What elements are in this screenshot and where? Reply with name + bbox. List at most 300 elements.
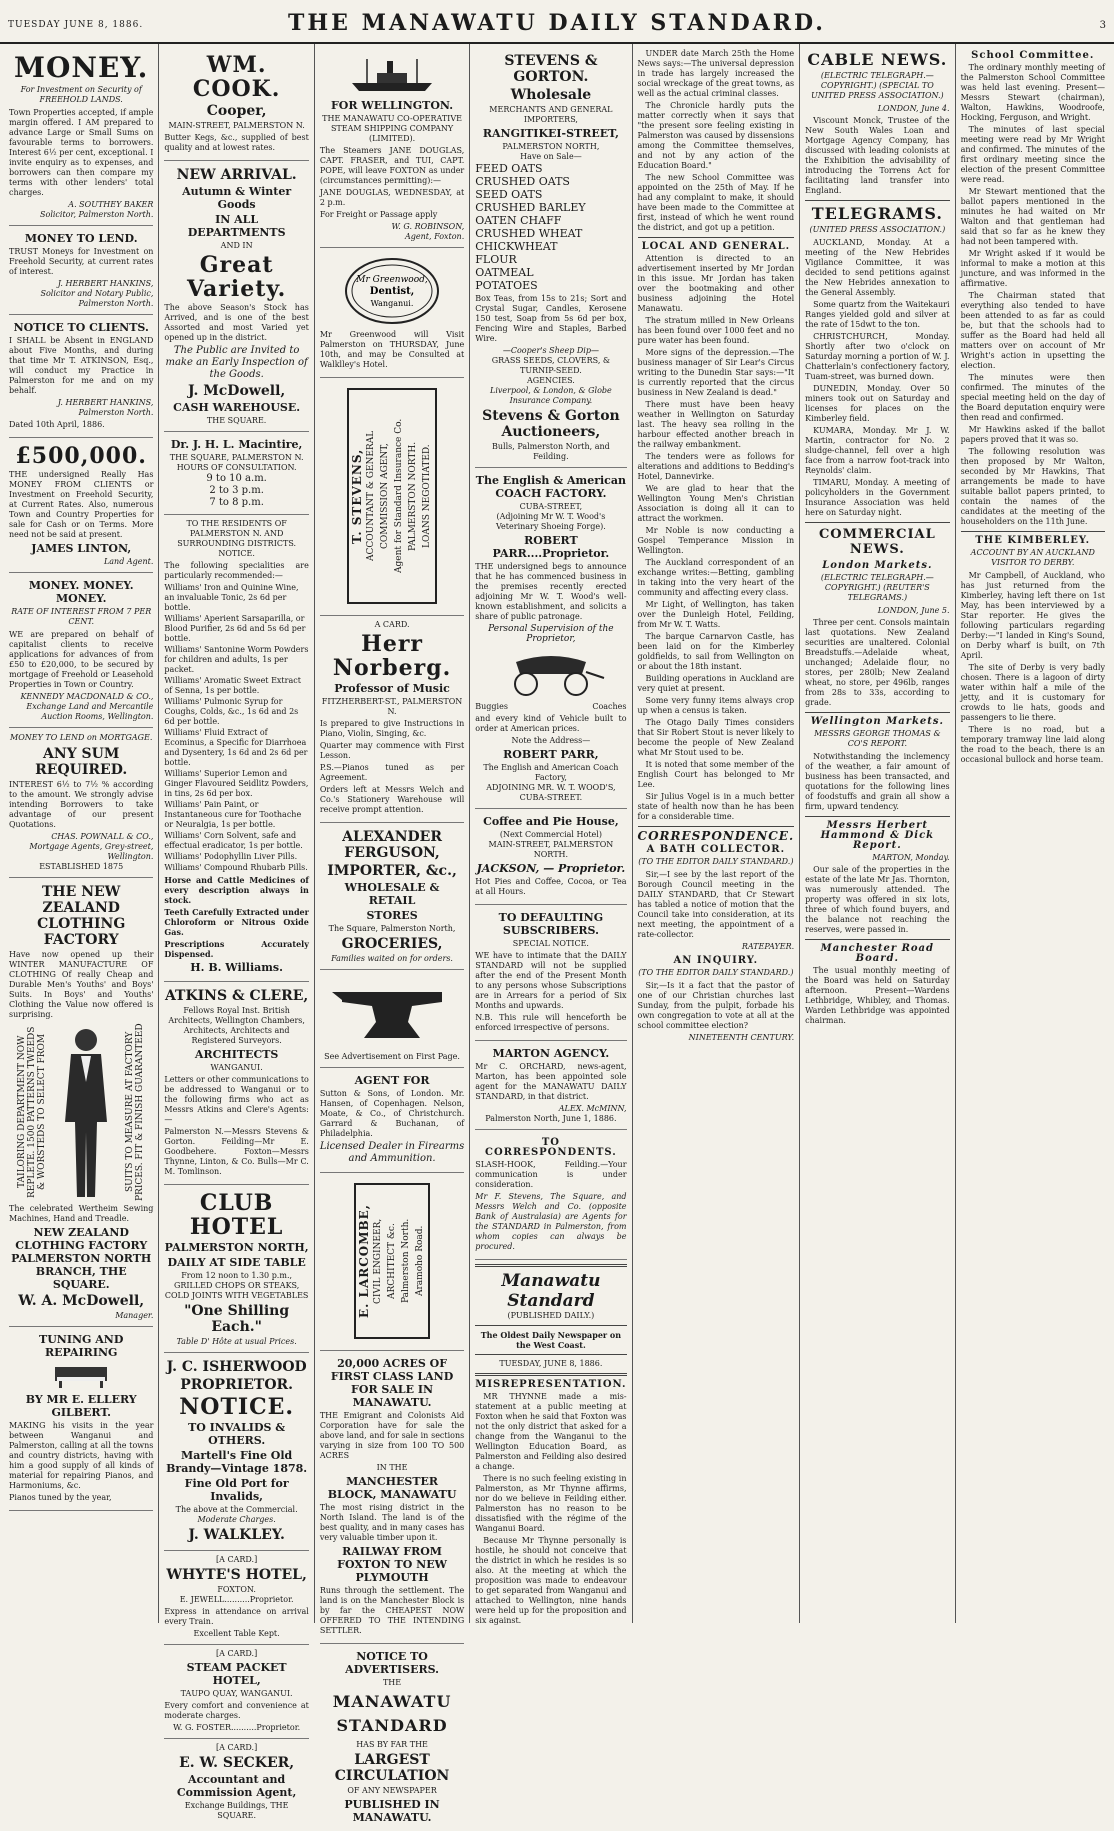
money-to-lend-body: TRUST Moneys for Investment on Freehold Security, at current rates of interest. xyxy=(9,247,154,276)
money-ad xyxy=(9,47,153,226)
defaulting-nb: N.B. This rule will henceforth be enforced irrespective of persons. xyxy=(475,1013,627,1032)
telegram-item: TIMARU, Monday. A meeting of policyholders in the Government Insurance Association was held here on Saturday night. xyxy=(805,478,950,517)
secker-place: Exchange Buildings, THE SQUARE. xyxy=(184,1801,289,1820)
marton-signer: ALEX. McMINN, xyxy=(558,1104,627,1113)
local-item: The barque Carnarvon Castle, has been laid on for the Kimberley goldfields, to sail from Wellington on or about the 18th instant. xyxy=(637,632,795,671)
cook-trade: Cooper, xyxy=(206,103,267,119)
tuning-foot: Pianos tuned by the year, xyxy=(9,1493,112,1502)
wellington-company: THE MANAWATU CO-OPERATIVE STEAM SHIPPING COMPANY xyxy=(322,114,462,133)
stevens-wholesale: Wholesale xyxy=(510,87,592,103)
correspondence-body2: Sir,—Is it a fact that the pastor of one of our Christian churches last Sunday, from the pulpit, forbade his own congregation to vote at all at the school committee election? xyxy=(637,981,795,1030)
anvil-caption: See Advertisement on First Page. xyxy=(324,1052,460,1061)
cook-address: MAIN-STREET, PALMERSTON N. xyxy=(168,121,305,130)
cook-name: WM. COOK. xyxy=(192,52,281,102)
money-money-sub: RATE OF INTEREST FROM 7 PER CENT. xyxy=(11,607,152,626)
greenwood-ad xyxy=(320,248,464,378)
local-title: LOCAL AND GENERAL. xyxy=(641,241,791,252)
coach-near: (Adjoining Mr W. T. Wood's Veterinary Shoeing Forge). xyxy=(496,512,606,531)
stevens-have: Have on Sale— xyxy=(520,152,582,161)
money-signer-role: Solicitor, Palmerston North. xyxy=(40,210,154,219)
correspondents-title: TO CORRESPONDENTS. xyxy=(485,1137,617,1158)
whyte-name: WHYTE'S HOTEL, xyxy=(166,1567,307,1583)
school-committee-p6: The minutes were then confirmed. The minutes of the special meeting held on the day of the Board deputation enquiry were then read and confirmed. xyxy=(960,373,1105,422)
macintire-place: THE SQUARE, PALMERSTON N. xyxy=(169,453,304,462)
wellington-limited: (LIMITED). xyxy=(368,134,416,143)
coach-foot: and every kind of Vehicle built to order at American prices. xyxy=(475,714,627,733)
marton-body: Mr C. ORCHARD, news-agent, Marton, has been appointed sole agent for the MANAWATU DAILY STANDARD, in that district. xyxy=(475,1062,627,1101)
new-arrival-invite: The Public are Invited to make an Early Inspection of the Goods. xyxy=(165,345,308,380)
manchester-road-body: The usual monthly meeting of the Board was held on Saturday afternoon. Present—Wardens Lethbridge, Whibley, and Thomas. Warden Lethbridge was appointed chairman. xyxy=(805,966,950,1025)
hammond-place: MARTON, Monday. xyxy=(872,853,950,862)
stevens-auct-place: Bulls, Palmerston North, and Feilding. xyxy=(491,442,610,461)
greenwood-badge-line1: Mr Greenwood, xyxy=(356,275,428,285)
anvil-icon xyxy=(332,978,452,1048)
secker-card: [A CARD.] xyxy=(216,1743,258,1752)
stevens-good: CHICKWHEAT xyxy=(475,240,558,253)
greenwood-badge-line2: Dentist, xyxy=(369,286,415,297)
school-committee-p1: The ordinary monthly meeting of the Palmerston School Committee was held last evening. Present—Messrs Stewart (chairman), Walton, Hawkins, Woodroofe, Hocking, Ferguson, and Wright. xyxy=(960,63,1105,122)
williams-item: Williams' Superior Lemon and Ginger Flavoured Seidlitz Powders, in tins, 2s 6d per box. xyxy=(164,769,309,798)
money-money-body: WE are prepared on behalf of capitalist clients to receive applications for advances of from £50 to £20,000, to be secured by mortgage of Freehold or Leasehold Properties in Town or Country. xyxy=(9,630,154,689)
wellington-agent: W. G. ROBINSON, xyxy=(391,222,465,231)
larcombe-line: CIVIL ENGINEER, xyxy=(373,1218,384,1304)
coach-street: CUBA-STREET, xyxy=(519,502,583,511)
land-sale-railway: RAILWAY FROM FOXTON TO NEW PLYMOUTH xyxy=(337,1545,447,1584)
card-vertical-line: LOANS NEGOTIATED. xyxy=(422,444,433,548)
stevens-good: POTATOES xyxy=(475,279,538,292)
school-committee-p3: Mr Stewart mentioned that the ballot papers mentioned in the minutes he had waited on Mr Walton and that gentleman had said that so far as he knew they had not been tampered with. xyxy=(960,187,1105,246)
ferguson-stores: STORES xyxy=(366,909,418,922)
correspondence-sign1: RATEPAYER. xyxy=(741,942,795,951)
defaulting-body: WE have to intimate that the DAILY STANDARD will not be supplied after the end of the Present Month to any persons whose Subscriptions are in Arrears for a period of Six Months and upwards. xyxy=(475,951,627,1010)
local-item: There must have been heavy weather in Wellington on Saturday last. The heavy sea rolling in the harbour effected another breach in the railway embankment. xyxy=(637,400,795,449)
isherwood-ad xyxy=(164,1353,308,1551)
kimberley-sub: ACCOUNT BY AN AUCKLAND VISITOR TO DERBY. xyxy=(970,548,1095,567)
club-title: CLUB HOTEL xyxy=(189,1190,284,1240)
coach-buggies: Buggies xyxy=(475,702,508,711)
club-hotel-ad xyxy=(164,1185,308,1353)
clothing-tail: The celebrated Wertheim Sewing Machines, Hand and Treadle. xyxy=(9,1204,154,1223)
williams-ad xyxy=(164,515,308,982)
correspondence-sign2: NINETEENTH CENTURY. xyxy=(688,1033,795,1042)
columns xyxy=(4,44,1110,1824)
larcombe-line: Aramoho Road. xyxy=(415,1225,426,1297)
stevens-auctioneers: Stevens & Gorton Auctioneers, xyxy=(482,408,620,440)
stevens-sheep: —Cooper's Sheep Dip— xyxy=(502,346,599,355)
money-to-lend-signer: J. HERBERT HANKINS, xyxy=(57,279,154,288)
steam-packet-name: STEAM PACKET HOTEL, xyxy=(186,1661,287,1687)
money-title: MONEY. xyxy=(13,51,149,84)
money-signer: A. SOUTHEY BAKER xyxy=(68,200,154,209)
coffee-body: Hot Pies and Coffee, Cocoa, or Tea at all Hours. xyxy=(475,877,627,896)
agents-note: Mr F. Stevens, The Square, and Messrs Welch and Co. (opposite Bank of Australasia) are Agents for the STANDARD in Palmerston, from whom copies can always be procured. xyxy=(475,1192,627,1251)
kimberley-p3: There is no road, but a temporary tramway line laid along the road to the beach, there is an occasional bullock and horse team. xyxy=(960,725,1105,764)
coach-addr-name: ROBERT PARR, xyxy=(503,748,599,761)
any-sum-est: ESTABLISHED 1875 xyxy=(39,862,124,871)
paper-date: TUESDAY, JUNE 8, 1886. xyxy=(499,1359,603,1368)
advertisers-the: THE xyxy=(382,1678,402,1687)
defaulting-ad xyxy=(475,905,626,1041)
clothing-title: THE NEW ZEALAND CLOTHING FACTORY xyxy=(37,884,126,948)
defaulting-special: SPECIAL NOTICE. xyxy=(512,939,589,948)
card-vertical-line: COMMISSION AGENT, xyxy=(380,443,391,549)
ferguson-role: IMPORTER, &c., xyxy=(327,863,457,879)
new-arrival-body: The above Season's Stock has Arrived, and is one of the best Assorted and most Varied yet opened up in the district. xyxy=(164,303,309,342)
ferguson-ad xyxy=(320,823,464,970)
steam-packet-place: TAUPO QUAY, WANGANUI. xyxy=(180,1689,293,1698)
money-body: Town Properties accepted, if ample margin offered. I AM prepared to advance Large or Small Sums on favourable terms to borrowers. Interest 6½ per cent, exceptional. I invite enquiry as to expenses, and borrowers can then compare my terms with other lenders' total charges. xyxy=(9,108,154,197)
williams-item: Williams' Iron and Quinine Wine, an invaluable Tonic, 2s 6d per bottle. xyxy=(164,583,299,612)
telegram-item: KUMARA, Monday. Mr J. W. Martin, contractor for No. 2 sludge-channel, fell over a high face from a narrow foot-track into Reynolds' claim. xyxy=(805,426,950,475)
leader-title: MISREPRESENTATION. xyxy=(475,1379,627,1390)
wellington-markets-firm: MESSRS GEORGE THOMAS & CO'S REPORT. xyxy=(814,729,941,748)
cable-body: Viscount Monck, Trustee of the New South Wales Loan and Mortgage Agency Company, has discussed with leading colonists at the Exhibition the advisability of introducing the Torrens Act for facilitating land transfer into England. xyxy=(805,116,950,195)
coach-title: The English & American COACH FACTORY. xyxy=(475,474,626,500)
isherwood-to: TO INVALIDS & OTHERS. xyxy=(188,1421,286,1447)
correspondents-ad xyxy=(475,1130,626,1260)
land-sale-ad xyxy=(320,1351,464,1644)
steam-packet-prop: W. G. FOSTER..........Proprietor. xyxy=(173,1723,301,1732)
agent-body: Sutton & Sons, of London. Mr. Hansen, of Copenhagen. Nelson, Moate, & Co., of Christchurch. Garrard & Buchanan, of Philadelphia. xyxy=(319,1089,465,1138)
tuning-body: MAKING his visits in the year between Wanganui and Palmerston, calling at all the towns and country districts, having with him a good supply of all kinds of material for repairing Pianos, and Harmoniums, &c. xyxy=(9,1421,154,1490)
leader-p3: Because Mr Thynne personally is hostile, he should not conceive that the district in which he resides is so also. At the meeting at which the proposition was made to endeavour to get separated from Wanganui and attached to Wellington, nine hands were held up for the proposition and six against. xyxy=(475,1536,627,1625)
defaulting-title: TO DEFAULTING SUBSCRIBERS. xyxy=(498,911,604,937)
col5-article xyxy=(638,49,795,1043)
macintire-ad xyxy=(164,432,308,515)
agent-ad xyxy=(320,1068,464,1173)
wellington-markets-body: Notwithstanding the inclemency of the weather, a fair amount of business has been transacted, and quotations for the following lines of foodstuffs and grain all show a firm, upward tendency. xyxy=(805,752,950,811)
wellington-title: FOR WELLINGTON. xyxy=(330,99,454,112)
cook-body: Butter Kegs, &c., supplied of best quality and at lowest rates. xyxy=(164,133,309,152)
macintire-hour-2: 2 to 3 p.m. xyxy=(209,485,264,496)
secker-ad xyxy=(164,1739,308,1826)
land-sale-in-the: IN THE xyxy=(376,1463,408,1472)
school-committee-p5: The Chairman stated that everything also tended to have been attended to as far as could be, but that the schools had to suffer as the Board had held all matters over on account of Mr Wright's action in upsetting the election. xyxy=(960,291,1105,370)
land-sale-title: 20,000 ACRES OF FIRST CLASS LAND FOR SALE IN MANAWATU. xyxy=(330,1357,454,1409)
tuning-ad xyxy=(9,1327,153,1511)
club-line: DAILY AT SIDE TABLE xyxy=(167,1256,306,1269)
isherwood-notice: NOTICE. xyxy=(179,1394,295,1420)
isherwood-signer: J. WALKLEY. xyxy=(188,1527,285,1543)
norberg-name: Herr Norberg. xyxy=(332,631,452,681)
land-sale-body: THE Emigrant and Colonists Aid Corporation have for sale the above land, and for sale in sections varying in size from 100 TO 500 ACRES xyxy=(319,1411,465,1460)
stevens-good: CRUSHED BARLEY xyxy=(475,201,586,214)
school-committee-p2: The minutes of last special meeting were read by Mr Wright and confirmed. The minutes of the first ordinary meeting since the election of the present Committee were read. xyxy=(960,125,1105,184)
five-hundred-amount: £500,000. xyxy=(15,443,147,469)
stevens-agencies: AGENCIES. xyxy=(526,376,575,385)
dentist-badge-icon xyxy=(342,256,442,326)
correspondence-body1: Sir,—I see by the last report of the Borough Council meeting in the DAILY STANDARD, that Cr Stewart has tabled a notice of motion that the Council take into consideration, at its next meeting, the appointment of a rate-collector. xyxy=(637,870,795,939)
advertisers-has: HAS BY FAR THE xyxy=(356,1740,428,1749)
norberg-card: A CARD. xyxy=(374,620,410,629)
williams-notice: NOTICE. xyxy=(218,549,255,558)
ferguson-groceries: GROCERIES, xyxy=(341,936,443,952)
cook-ad xyxy=(164,47,308,161)
anvil-ad xyxy=(320,970,464,1068)
local-item: Building operations in Auckland are very quiet at present. xyxy=(637,674,795,693)
any-sum-role: Mortgage Agents, Grey-street, Wellington. xyxy=(29,842,154,861)
commercial-sub: London Markets. xyxy=(822,560,933,571)
steam-packet-body: Every comfort and convenience at moderate charges. xyxy=(164,1701,309,1720)
notice-clients-dated: Dated 10th April, 1886. xyxy=(9,420,105,429)
macintire-hour-3: 7 to 8 p.m. xyxy=(209,497,264,508)
advertisers-paper: MANAWATU STANDARD xyxy=(332,1692,452,1735)
local-item: Attention is directed to an advertisement inserted by Mr Jordan in this issue. Mr Jordan has taken over the bootmaking and other business adjoining the Hotel Manawatu. xyxy=(637,254,795,313)
land-sale-body2: The most rising district in the North Island. The land is of the best quality, and in many cases has very valuable timber upon it. xyxy=(319,1503,465,1542)
isherwood-port: Fine Old Port for Invalids, xyxy=(184,1477,289,1503)
kimberley-p1: Mr Campbell, of Auckland, who has just returned from the Kimberley, having left there on 1st May, has been interviewed by a Star reporter. He gives the following particulars regarding Derby:—"I landed in King's Sound, on Derby wharf is built, on 7th April. xyxy=(960,571,1105,660)
advertisers-largest: LARGEST CIRCULATION xyxy=(334,1752,450,1784)
atkins-agents: Palmerston N.—Messrs Stevens & Gorton. Feilding—Mr E. Goodbehere. Foxton—Messrs Thynne, Linton, & Co. Bulls—Mr C. M. Tomlinson. xyxy=(164,1127,309,1176)
agent-title: AGENT FOR xyxy=(354,1074,430,1087)
cable-sub: (ELECTRIC TELEGRAPH.—COPYRIGHT.) (SPECIAL TO UNITED PRESS ASSOCIATION.) xyxy=(811,71,944,100)
steam-packet-ad xyxy=(164,1645,308,1739)
telegrams-title: TELEGRAMS. xyxy=(811,204,943,223)
page-number: 3 xyxy=(1099,20,1106,31)
telegram-item: Some quartz from the Waitekauri Ranges yielded gold and silver at the rate of 15dwt to the ton. xyxy=(805,300,950,329)
stevens-gorton-ad xyxy=(475,47,626,468)
stevens-good: FLOUR xyxy=(475,253,517,266)
paper-oldest: The Oldest Daily Newspaper on the West Coast. xyxy=(480,1330,622,1350)
any-sum-body: INTEREST 6½ to 7½ % according to the amount. We strongly advise intending Borrowers to take advantage of our present Quotations. xyxy=(9,780,154,829)
new-arrival-line1: Autumn & Winter Goods xyxy=(182,185,292,211)
new-arrival-line4: Great Variety. xyxy=(186,252,287,302)
card-vertical-ad xyxy=(320,378,464,616)
telegram-item: DUNEDIN, Monday. Over 50 miners took out on Saturday and licenses for places on the Kimberley field. xyxy=(805,384,950,423)
leader-article xyxy=(475,1380,626,1626)
wellington-body: The Steamers JANE DOUGLAS, CAPT. FRASER, and TUI, CAPT. POPE, will leave FOXTON as under (circumstances permitting):— xyxy=(319,146,465,185)
local-item: The stratum milled in New Orleans has been found over 1000 feet and no pure water has been found. xyxy=(637,316,795,345)
clothing-manager: W. A. McDowell, xyxy=(18,1293,145,1309)
local-item: More signs of the depression.—The business manager of Sir Lear's Circus writing to the Dunedin Star says:—"It is currently reported that the circus business in New Zealand is dead." xyxy=(637,348,795,397)
williams-rx: Prescriptions Accurately Dispensed. xyxy=(164,939,309,959)
isherwood-moderate: Moderate Charges. xyxy=(197,1515,276,1524)
five-hundred-signer: JAMES LINTON, xyxy=(31,542,132,555)
clothing-manager-role: Manager. xyxy=(115,1311,154,1320)
correspondence-heading2: AN INQUIRY. xyxy=(673,955,759,966)
column-5 xyxy=(633,44,801,1623)
coach-addr-line: The English and American Coach Factory, xyxy=(483,763,619,782)
clothing-branch: NEW ZEALAND CLOTHING FACTORY PALMERSTON NORTH BRANCH, THE SQUARE. xyxy=(11,1226,152,1291)
new-arrival-shop: CASH WAREHOUSE. xyxy=(173,401,301,414)
clothing-ad xyxy=(9,878,153,1327)
kimberley-p2: The site of Derby is very badly chosen. There is a lagoon of dirty water within half a mile of the jetty, and it is customary for crowds to lie hats, goods and passengers to lie there. xyxy=(960,663,1105,722)
coffee-place: MAIN-STREET, PALMERSTON NORTH. xyxy=(488,840,614,859)
money-to-lend-title: MONEY TO LEND. xyxy=(24,232,138,245)
stevens-good: CRUSHED OATS xyxy=(475,175,570,188)
wellington-ad xyxy=(320,47,464,248)
norberg-body: Is prepared to give Instructions in Piano, Violin, Singing, &c. xyxy=(319,719,465,738)
money-money-role: Exchange Land and Mercantile Auction Rooms, Wellington. xyxy=(26,702,154,721)
coach-supervision: Personal Supervision of the Proprietor, xyxy=(488,624,614,644)
williams-item: Williams' Santonine Worm Powders for children and adults, 1s per packet. xyxy=(164,645,309,674)
local-item: It is noted that some member of the English Court has belonged to Mr Lee. xyxy=(637,760,795,789)
stevens-good: CRUSHED WHEAT xyxy=(475,227,583,240)
masthead xyxy=(0,0,1114,44)
money-sub: For Investment on Security of FREEHOLD LANDS. xyxy=(20,85,142,104)
money-money-title: MONEY. MONEY. MONEY. xyxy=(28,579,134,605)
whyte-body: Express in attendance on arrival every Train. xyxy=(164,1607,309,1626)
larcombe-line: Palmerston North. xyxy=(401,1218,412,1304)
williams-item: Williams' Pain Paint, or Instantaneous cure for Toothache or Neuralgia, 1s per bottle. xyxy=(164,800,302,829)
agent-licensed: Licensed Dealer in Firearms and Ammunition. xyxy=(319,1141,465,1164)
any-sum-headline: ANY SUM REQUIRED. xyxy=(35,746,128,778)
col5-p3: The new School Committee was appointed on the 25th of May. If he had any complaint to make, it should have been made to the Committee at first, instead of which he went round the district, and got up a petition. xyxy=(637,173,795,232)
card-vertical-title: T. STEVENS, xyxy=(350,448,365,544)
isherwood-role: PROPRIETOR. xyxy=(180,1377,294,1393)
steam-packet-card: [A CARD.] xyxy=(216,1649,258,1658)
clothing-body: Have now opened up their WINTER MANUFACTURE OF CLOTHING Of really Cheap and Durable Men's Youths' and Boys' Suits. In Boys' and Youths' Clothing the Value now offered is surprising. xyxy=(9,950,154,1019)
ferguson-place: The Square, Palmerston North, xyxy=(328,924,456,933)
club-place: PALMERSTON NORTH, xyxy=(164,1241,309,1254)
local-item: The tenders were as follows for alterations and additions to Bedding's Hotel, Dannevirke. xyxy=(637,452,795,481)
cable-title: CABLE NEWS. xyxy=(807,50,948,69)
tuning-by: BY MR E. ELLERY GILBERT. xyxy=(25,1393,137,1419)
column-3 xyxy=(315,44,470,1824)
marton-date: Palmerston North, June 1, 1886. xyxy=(485,1114,617,1123)
greenwood-body: Mr Greenwood will Visit Palmerston on THURSDAY, June 10th, and may be Consulted at Walklley's Hotel. xyxy=(319,330,465,369)
money-to-lend-ad xyxy=(9,226,153,315)
commercial-place: LONDON, June 5. xyxy=(877,606,950,615)
local-item: The Otago Daily Times considers that Sir Robert Stout is never likely to become the people of New Zealand what Mr Stout used to be. xyxy=(637,718,795,757)
stevens-good: SEED OATS xyxy=(475,188,543,201)
macintire-name: Dr. J. H. L. Macintire, xyxy=(170,438,303,451)
money-to-lend-role: Solicitor and Notary Public, Palmerston North. xyxy=(40,289,154,308)
col5-p1: UNDER date March 25th the Home News says:—The universal depression in trade has largely increased the social wreckage of the great towns, as well as the actual criminal classes. xyxy=(637,49,795,98)
tailor-figure-icon xyxy=(51,1022,121,1202)
atkins-sub: Fellows Royal Inst. British Architects, Wellington Chambers, Architects, Architects and Registered Surveyors. xyxy=(168,1006,305,1045)
local-item: The Auckland correspondent of an exchange writes:—Betting, gambling in taking into the very heart of the community and affecting every class. xyxy=(637,558,795,597)
col5-p2: The Chronicle hardly puts the matter correctly when it says that "the present sore feeling existing in Palmerston was caused by dissensions among the Committee themselves, and not by any action of the Education Board." xyxy=(637,101,795,170)
correspondence-heading1: A BATH COLLECTOR. xyxy=(646,844,786,855)
telegrams-sub: (UNITED PRESS ASSOCIATION.) xyxy=(809,225,946,234)
steamship-icon xyxy=(347,55,437,95)
piano-icon xyxy=(51,1363,111,1389)
whyte-card: [A CARD.] xyxy=(216,1555,258,1564)
new-arrival-place: THE SQUARE. xyxy=(206,416,267,425)
advertisers-ad xyxy=(320,1644,464,1831)
correspondence-title: CORRESPONDENCE. xyxy=(637,829,795,843)
clothing-side-left: TAILORING DEPARTMENT NOW REPLETE. 1500 PATTERNS TWEEDS & WORSTEDS TO SELECT FROM xyxy=(17,1026,48,1198)
commercial-title: COMMERCIAL NEWS. xyxy=(818,527,936,557)
stevens-good: FEED OATS xyxy=(475,162,543,175)
club-foot: Table D' Hôte at usual Prices. xyxy=(176,1337,297,1346)
coach-coaches: Coaches xyxy=(592,702,627,711)
atkins-ad xyxy=(164,982,308,1185)
manchester-road-title: Manchester Road Board. xyxy=(820,943,935,964)
local-item: Sir Julius Vogel is in a much better state of health now than he has been for a considerable time. xyxy=(637,792,795,821)
advertisers-title: NOTICE TO ADVERTISERS. xyxy=(345,1650,440,1676)
new-arrival-title: NEW ARRIVAL. xyxy=(176,167,297,183)
isherwood-body: Martell's Fine Old Brandy—Vintage 1878. xyxy=(166,1449,308,1475)
telegram-item: AUCKLAND, Monday. At a meeting of the New Hebrides Vigilance Committee, it was decided to send petitions against the New Hebrides annexation to the General Assembly. xyxy=(805,238,950,297)
secker-role: Accountant and Commission Agent, xyxy=(176,1773,297,1799)
williams-title: TO THE RESIDENTS OF PALMERSTON N. AND SURROUNDING DISTRICTS. xyxy=(177,519,297,548)
paper-daily: (PUBLISHED DAILY.) xyxy=(507,1311,595,1320)
land-sale-body3: Runs through the settlement. The land is on the Manchester Block is by far the CHEAPEST NOW OFFERED TO THE INTENDING SETTLER. xyxy=(319,1586,465,1635)
col7-article xyxy=(961,51,1105,765)
advertisers-published: PUBLISHED IN MANAWATU. xyxy=(344,1798,440,1824)
stevens-good: OATMEAL xyxy=(475,266,534,279)
local-item: Mr Light, of Wellington, has taken over the Dunleigh Hotel, Feilding, from Mr W. T. Watts. xyxy=(637,600,795,629)
stevens-name: STEVENS & GORTON. xyxy=(504,53,598,85)
williams-item: Williams' Corn Solvent, safe and effectual eradicator, 1s per bottle. xyxy=(164,831,303,850)
larcombe-name: E. LARCOMBE, xyxy=(357,1204,372,1318)
wellington-agent-role: Agent, Foxton. xyxy=(405,232,465,241)
greenwood-badge-line3: Wanganui. xyxy=(370,299,414,308)
new-arrival-line3: AND IN xyxy=(220,241,253,250)
williams-horse: Horse and Cattle Medicines of every description always in stock. xyxy=(164,875,309,905)
local-item: We are glad to hear that the Wellington Young Men's Christian Association is doing all it can to attract the workmen. xyxy=(637,484,795,523)
larcombe-ad xyxy=(320,1173,464,1351)
correspondence-to2: (TO THE EDITOR DAILY STANDARD.) xyxy=(638,968,794,977)
land-sale-block: MANCHESTER BLOCK, MANAWATU xyxy=(327,1475,457,1501)
larcombe-line: ARCHITECT &c. xyxy=(387,1223,398,1299)
coffee-near: (Next Commercial Hotel) xyxy=(499,830,602,839)
card-vertical-line: PALMERSTON NORTH. xyxy=(408,441,419,551)
club-price: "One Shilling Each." xyxy=(184,1303,290,1335)
school-committee-p7: Mr Hawkins asked if the ballot papers proved that it was so. xyxy=(960,425,1105,444)
buggy-icon xyxy=(496,648,606,698)
norberg-ad xyxy=(320,616,464,823)
newspaper-title: THE MANAWATU DAILY STANDARD. xyxy=(288,10,826,36)
coffee-name: JACKSON, — Proprietor. xyxy=(476,862,626,875)
wellington-freight: For Freight or Passage apply xyxy=(319,210,438,219)
five-hundred-ad xyxy=(9,438,153,573)
ferguson-name: ALEXANDER FERGUSON, xyxy=(342,829,442,861)
whyte-place: FOXTON. xyxy=(217,1585,256,1594)
stevens-insurance: Liverpool, & London, & Globe Insurance Company. xyxy=(490,386,612,405)
correspondents-body: SLASH-HOOK, Feilding.—Your communication is under consideration. xyxy=(475,1160,627,1189)
williams-item: Williams' Fluid Extract of Ecominus, a Specific for Diarrhoea and Dysentery, 1s 6d and 2s 6d per bottle. xyxy=(164,728,308,767)
norberg-quarter: Quarter may commence with First Lesson. xyxy=(319,741,465,760)
card-vertical-line: Agent for Standard Insurance Co. xyxy=(394,418,405,574)
isherwood-name: J. C. ISHERWOOD xyxy=(166,1359,307,1375)
column-4 xyxy=(470,44,632,1623)
coffee-ad xyxy=(475,809,626,905)
marton-title: MARTON AGENCY. xyxy=(492,1047,610,1060)
club-hours: From 12 noon to 1.30 p.m., xyxy=(181,1271,293,1280)
williams-signer: H. B. Williams. xyxy=(190,961,283,974)
five-hundred-role: Land Agent. xyxy=(103,557,154,566)
commercial-tel: (ELECTRIC TELEGRAPH.—COPYRIGHT.) (REUTER'S TELEGRAMS.) xyxy=(820,573,934,602)
norberg-place: FITZHERBERT-ST., PALMERSTON N. xyxy=(321,697,463,716)
issue-date: TUESDAY JUNE 8, 1886. xyxy=(8,20,144,30)
paper-name: Manawatu Standard xyxy=(501,1271,601,1311)
stevens-merchants: MERCHANTS AND GENERAL IMPORTERS, xyxy=(489,105,613,124)
secker-name: E. W. SECKER, xyxy=(179,1755,295,1771)
wellington-sailing: JANE DOUGLAS, WEDNESDAY, at 2 p.m. xyxy=(319,188,465,207)
coach-note: Note the Address— xyxy=(511,736,591,745)
macintire-hour-1: 9 to 10 a.m. xyxy=(206,473,267,484)
stevens-street: RANGITIKEI-STREET, xyxy=(482,127,619,140)
column-7 xyxy=(956,44,1110,1623)
school-committee-p8: The following resolution was then proposed by Mr Walton, seconded by Mr Hawkins, That arrangements be made to have suitable ballot papers printed, to contain the names of the candidates at the meeting of the householders on the 11th June. xyxy=(960,447,1105,526)
new-arrival-ad xyxy=(164,161,308,432)
notice-clients-signer: J. HERBERT HANKINS, xyxy=(57,398,154,407)
notice-clients-body: I SHALL be Absent in ENGLAND about Five Months, and during that time Mr T. ATKINSON, Esq., will conduct my Practice in Palmerston for me and on my behalf. xyxy=(9,336,154,395)
column-1 xyxy=(4,44,159,1623)
clothing-side-right: SUITS TO MEASURE AT FACTORY PRICES. FIT & FINISH GUARANTEED xyxy=(125,1023,146,1201)
notice-clients-ad xyxy=(9,315,153,438)
williams-item: Williams' Podophyllin Liver Pills. xyxy=(164,852,298,861)
kimberley-title: THE KIMBERLEY. xyxy=(975,535,1091,546)
norberg-orders: Orders left at Messrs Welch and Co.'s Stationery Warehouse will receive prompt attention. xyxy=(319,785,465,814)
any-sum-ad xyxy=(9,728,153,878)
whyte-ad xyxy=(164,1551,308,1645)
williams-item: Williams' Aperient Sarsaparilla, or Blood Purifier, 2s 6d and 5s 6d per bottle. xyxy=(164,614,306,643)
williams-item: Williams' Compound Rhubarb Pills. xyxy=(164,863,308,872)
